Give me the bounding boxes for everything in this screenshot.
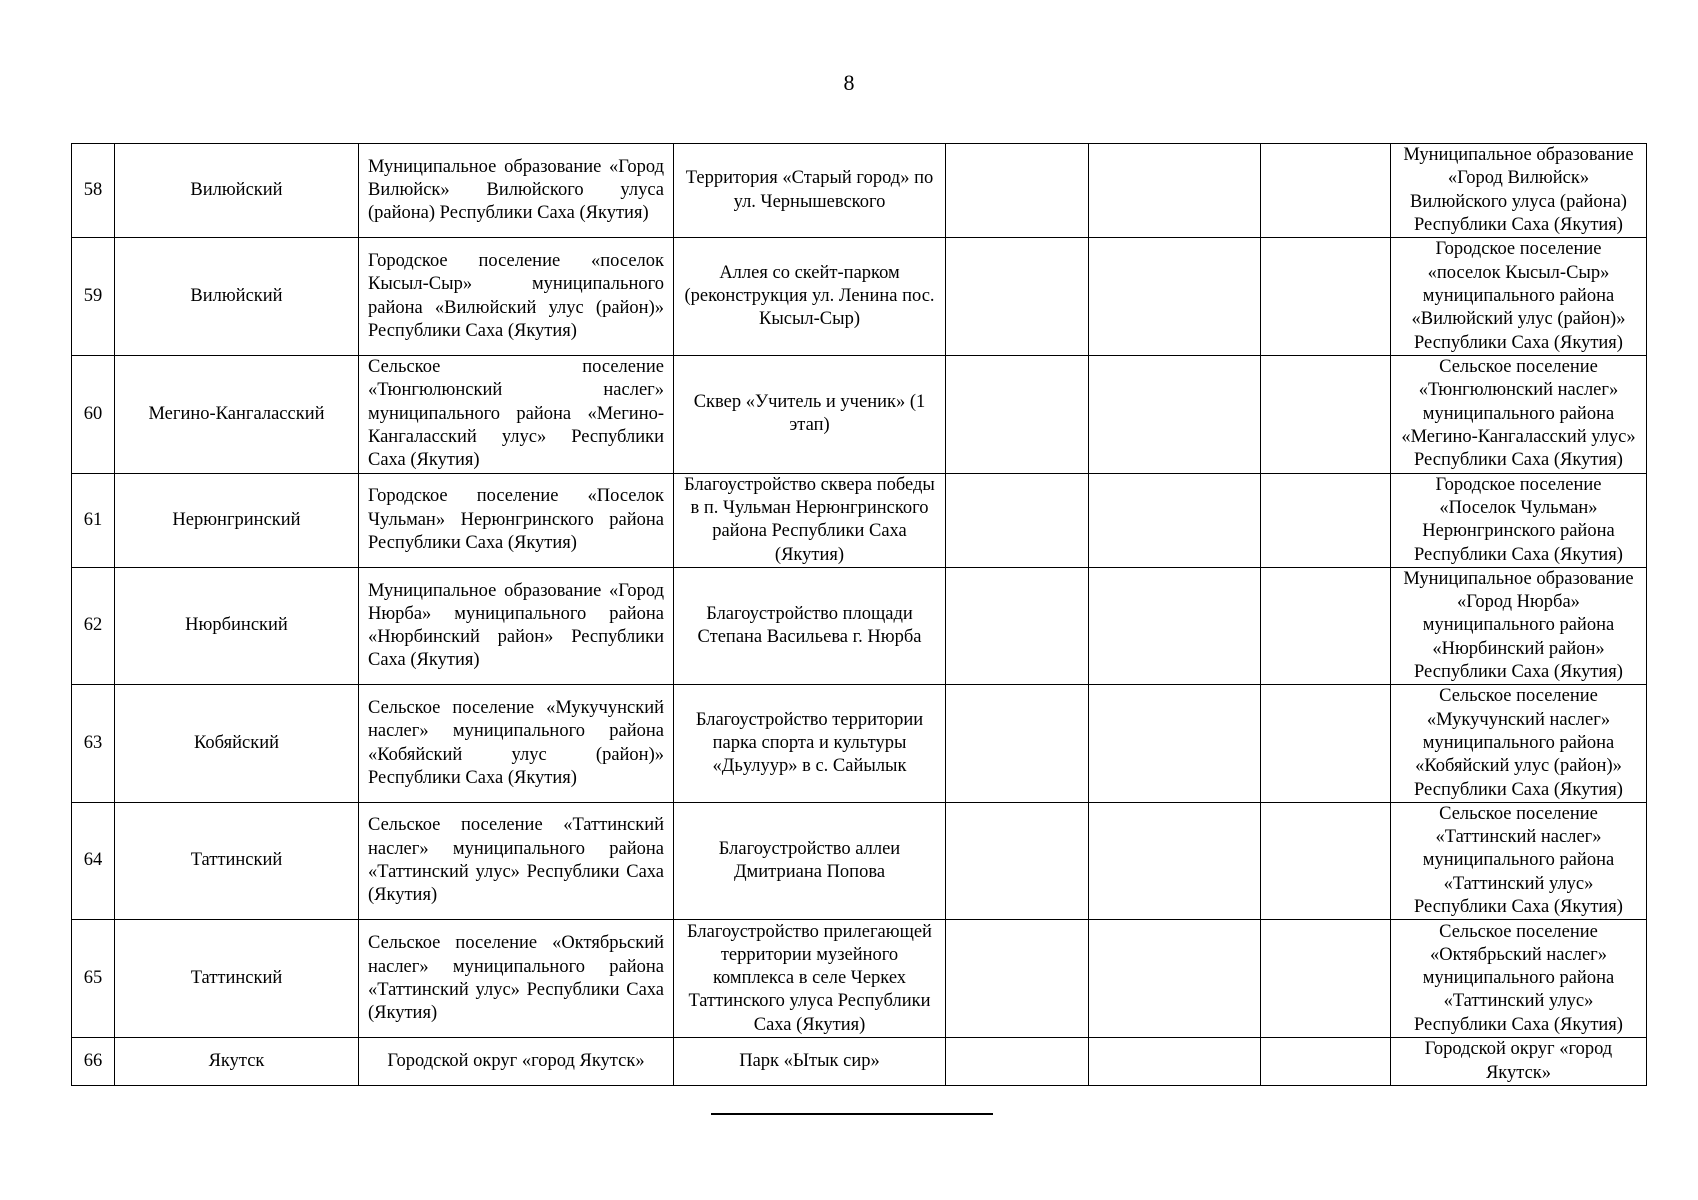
district-cell: Таттинский [115,802,359,919]
object-cell: Благоустройство прилегающей территории музейного комплекса в селе Черкех Таттинского улуса Республики Саха (Якутия) [674,920,946,1038]
empty-cell [1261,567,1391,684]
municipality-cell: Сельское поселение «Таттинский наслег» муниципального района «Таттинский улус» Республики Саха (Якутия) [359,802,674,919]
empty-cell [1089,1038,1261,1086]
empty-cell [1089,144,1261,238]
table-row [72,567,1647,684]
object-cell: Парк «Ытык сир» [674,1038,946,1086]
municipality-cell: Городское поселение «Поселок Чульман» Нерюнгринского района Республики Саха (Якутия) [359,473,674,567]
district-cell: Нерюнгринский [115,473,359,567]
empty-cell [946,567,1089,684]
row-number-cell: 60 [72,356,115,473]
table-row [72,920,1647,1038]
row-number-cell: 65 [72,920,115,1038]
empty-cell [946,238,1089,356]
municipality-cell: Сельское поселение «Тюнгюлюнский наслег» муниципального района «Мегино-Кангаласский улус» Республики Саха (Якутия) [359,356,674,473]
row-number-cell: 63 [72,685,115,802]
district-cell: Вилюйский [115,238,359,356]
end-of-document-rule [711,1113,993,1115]
object-cell: Благоустройство территории парка спорта и культуры «Дьулуур» в с. Сайылык [674,685,946,802]
district-cell: Нюрбинский [115,567,359,684]
owner-cell: Сельское поселение «Таттинский наслег» муниципального района «Таттинский улус» Республики Саха (Якутия) [1391,802,1647,919]
row-number-cell: 66 [72,1038,115,1086]
empty-cell [946,356,1089,473]
row-number-cell: 62 [72,567,115,684]
district-cell: Таттинский [115,920,359,1038]
owner-cell: Сельское поселение «Октябрьский наслег» муниципального района «Таттинский улус» Республики Саха (Якутия) [1391,920,1647,1038]
table-row [72,802,1647,919]
owner-cell: Муниципальное образование «Город Нюрба» муниципального района «Нюрбинский район» Республики Саха (Якутия) [1391,567,1647,684]
row-number-cell: 61 [72,473,115,567]
municipality-cell: Муниципальное образование «Город Нюрба» муниципального района «Нюрбинский район» Республики Саха (Якутия) [359,567,674,684]
empty-cell [946,802,1089,919]
district-cell: Якутск [115,1038,359,1086]
empty-cell [946,144,1089,238]
object-cell: Территория «Старый город» по ул. Чернышевского [674,144,946,238]
table-row [72,356,1647,473]
empty-cell [946,920,1089,1038]
page-number: 8 [843,70,855,95]
municipality-cell: Муниципальное образование «Город Вилюйск» Вилюйского улуса (района) Республики Саха (Якутия) [359,144,674,238]
owner-cell: Городское поселение «Поселок Чульман» Нерюнгринского района Республики Саха (Якутия) [1391,473,1647,567]
empty-cell [1261,685,1391,802]
district-cell: Мегино-Кангаласский [115,356,359,473]
empty-cell [1089,238,1261,356]
empty-cell [1089,685,1261,802]
municipality-cell: Сельское поселение «Октябрьский наслег» муниципального района «Таттинский улус» Республики Саха (Якутия) [359,920,674,1038]
row-number-cell: 58 [72,144,115,238]
empty-cell [1261,144,1391,238]
empty-cell [1089,802,1261,919]
table-row [72,473,1647,567]
row-number-cell: 64 [72,802,115,919]
municipality-cell: Сельское поселение «Мукучунский наслег» муниципального района «Кобяйский улус (район)» Республики Саха (Якутия) [359,685,674,802]
object-cell: Благоустройство аллеи Дмитриана Попова [674,802,946,919]
municipality-cell: Городской округ «город Якутск» [359,1038,674,1086]
district-cell: Вилюйский [115,144,359,238]
municipality-cell: Городское поселение «поселок Кысыл-Сыр» муниципального района «Вилюйский улус (район)» Республики Саха (Якутия) [359,238,674,356]
empty-cell [1089,920,1261,1038]
owner-cell: Городское поселение «поселок Кысыл-Сыр» муниципального района «Вилюйский улус (район)» Республики Саха (Якутия) [1391,238,1647,356]
table-row [72,685,1647,802]
empty-cell [1089,473,1261,567]
empty-cell [1261,356,1391,473]
empty-cell [946,1038,1089,1086]
object-cell: Благоустройство площади Степана Васильева г. Нюрба [674,567,946,684]
object-cell: Благоустройство сквера победы в п. Чульман Нерюнгринского района Республики Саха (Якутия) [674,473,946,567]
empty-cell [1089,567,1261,684]
empty-cell [1261,238,1391,356]
table-row [72,144,1647,238]
empty-cell [1261,1038,1391,1086]
owner-cell: Городской округ «город Якутск» [1391,1038,1647,1086]
owner-cell: Муниципальное образование «Город Вилюйск» Вилюйского улуса (района) Республики Саха (Якутия) [1391,144,1647,238]
empty-cell [946,685,1089,802]
empty-cell [1261,802,1391,919]
empty-cell [1089,356,1261,473]
object-cell: Сквер «Учитель и ученик» (1 этап) [674,356,946,473]
table-row [72,238,1647,356]
district-cell: Кобяйский [115,685,359,802]
owner-cell: Сельское поселение «Мукучунский наслег» муниципального района «Кобяйский улус (район)» Республики Саха (Якутия) [1391,685,1647,802]
row-number-cell: 59 [72,238,115,356]
owner-cell: Сельское поселение «Тюнгюлюнский наслег» муниципального района «Мегино-Кангаласский улус» Республики Саха (Якутия) [1391,356,1647,473]
empty-cell [1261,473,1391,567]
table-body [72,144,1647,1086]
empty-cell [1261,920,1391,1038]
object-cell: Аллея со скейт-парком (реконструкция ул. Ленина пос. Кысыл-Сыр) [674,238,946,356]
empty-cell [946,473,1089,567]
territories-table [71,143,1647,1086]
table-row [72,1038,1647,1086]
